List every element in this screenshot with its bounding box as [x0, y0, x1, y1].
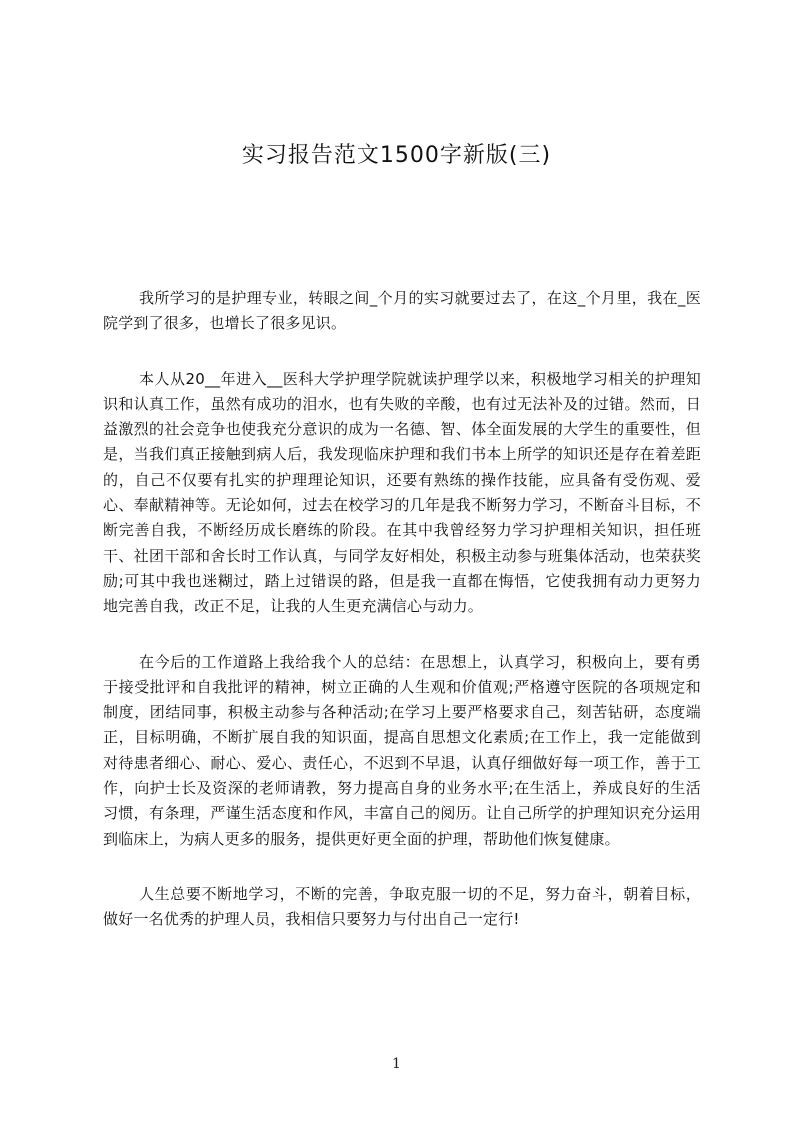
paragraph-intro: 我所学习的是护理专业，转眼之间_个月的实习就要过去了，在这_个月里，我在_医院学到了很多，也增长了很多见识。: [103, 289, 701, 333]
page-number: 1: [392, 1056, 401, 1072]
page-title: 实习报告范文1500字新版(三): [241, 143, 552, 168]
document-body: [103, 286, 701, 963]
paragraph-background: 本人从20__年进入__医科大学护理学院就读护理学以来，积极地学习相关的护理知识和认真工作，虽然有成功的泪水，也有失败的辛酸，也有过无法补及的过错。然而，日益激烈的社会竞争也使我充分意识的成为一名德、智、体全面发展的大学生的重要性，但是，当我们真正接触到病人后，我发现临床护理和我们书本上所学的知识还是存在着差距的，自己不仅要有扎实的护理理论知识，还要有熟练的操作技能，应具备有受伤观、爱心、奉献精神等。无论如何，过去在校学习的几年是我不断努力学习，不断奋斗目标，不断完善自我，不断经历成长磨练的阶段。在其中我曾经努力学习护理相关知识，担任班干、社团干部和舍长时工作认真，与同学友好相处，积极主动参与班集体活动，也荣获奖励;可其中我也迷糊过，踏上过错误的路，但是我一直都在悔悟，它使我拥有动力更努力地完善自我，改正不足，让我的人生更充满信心与动力。: [103, 369, 701, 616]
paragraph-conclusion: 人生总要不断地学习，不断的完善，争取克服一切的不足，努力奋斗，朝着目标，做好一名优秀的护理人员，我相信只要努力与付出自己一定行!: [103, 884, 701, 929]
paragraph-summary: 在今后的工作道路上我给我个人的总结：在思想上，认真学习，积极向上，要有勇于接受批评和自我批评的精神，树立正确的人生观和价值观;严格遵守医院的各项规定和制度，团结同事，积极主动参与各种活动;在学习上要严格要求自己，刻苦钻研，态度端正，目标明确，不断扩展自我的知识面，提高自思想文化素质;在工作上，我一定能做到对待患者细心、耐心、爱心、责任心，不迟到不早退，认真仔细做好每一项工作，善于工作，向护士长及资深的老师请教，努力提高自身的业务水平;在生活上，养成良好的生活习惯，有条理，严谨生活态度和作风，丰富自己的阅历。让自己所学的护理知识充分运用到临床上，为病人更多的服务，提供更好更全面的护理，帮助他们恢复健康。: [103, 652, 701, 848]
